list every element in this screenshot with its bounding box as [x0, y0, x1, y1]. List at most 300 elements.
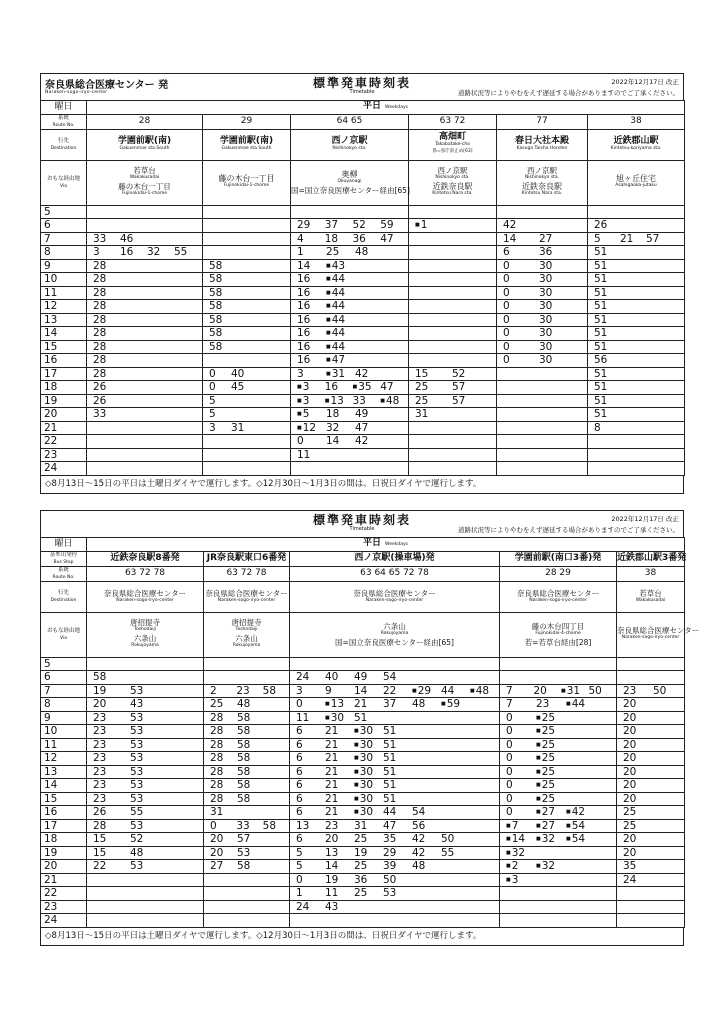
hour-row — [41, 394, 685, 408]
minutes-cell — [291, 205, 409, 219]
hour-cell: 8 — [41, 698, 87, 712]
departure-minute: 13 — [296, 819, 310, 832]
destination-cell — [87, 581, 204, 612]
departure-minute: 51 — [383, 738, 397, 751]
bus-stop-label-cell — [41, 551, 87, 566]
minutes-list — [497, 354, 587, 366]
departure-minute — [326, 300, 355, 312]
minute-value: 54 — [571, 833, 586, 846]
minutes-cell — [290, 698, 500, 712]
minutes-cell — [87, 205, 203, 219]
minutes-list — [497, 233, 587, 245]
minutes-cell — [290, 779, 500, 793]
minutes-cell — [203, 448, 291, 462]
minutes-cell — [291, 421, 409, 435]
route-mark-icon: ■ — [326, 276, 331, 283]
minutes-cell — [588, 273, 685, 287]
minute-value: 3 — [511, 873, 519, 886]
minutes-cell — [617, 819, 685, 833]
minutes-list — [588, 219, 684, 231]
departure-minute: 53 — [130, 725, 144, 738]
departure-minute: 14 — [325, 860, 339, 873]
minutes-list — [588, 395, 684, 407]
via-cell — [409, 160, 497, 205]
minutes-cell — [588, 421, 685, 435]
minutes-list — [588, 341, 684, 353]
departure-minute: 18 — [326, 408, 340, 421]
hour-row — [41, 806, 685, 820]
minutes-cell — [291, 340, 409, 354]
minutes-list — [203, 381, 290, 393]
minutes-list — [87, 739, 203, 751]
minutes-cell — [204, 779, 290, 793]
day-value-roman: Weekdays — [385, 105, 408, 111]
minutes-cell — [409, 286, 497, 300]
minute-value: 27 — [541, 806, 556, 819]
departure-minute — [536, 833, 566, 845]
departure-minute: 54 — [412, 806, 426, 819]
minutes-cell — [617, 698, 685, 712]
destination-label-roman: Destination — [50, 145, 77, 151]
via-line: Nishinokyo sta. — [524, 174, 560, 180]
minutes-cell — [497, 219, 588, 233]
departure-minute: 58 — [209, 313, 223, 326]
minutes-cell — [290, 738, 500, 752]
minutes-cell — [291, 313, 409, 327]
minutes-list — [87, 671, 203, 683]
minutes-list — [617, 712, 684, 724]
minutes-list — [87, 260, 202, 272]
destination-label: 行先 — [57, 137, 69, 144]
departure-minute: 42 — [503, 219, 517, 232]
departure-minute: 14 — [326, 435, 340, 448]
hour-row — [41, 657, 685, 671]
destination-roman: Kintetsu-koriyama sta. — [610, 145, 662, 151]
minutes-list — [204, 739, 289, 751]
minutes-cell — [409, 327, 497, 341]
timetable-table — [40, 100, 685, 476]
departure-minute: 39 — [383, 860, 397, 873]
departure-minute: 6 — [296, 725, 303, 738]
route-mark-icon: ■ — [354, 795, 359, 802]
minutes-cell — [203, 300, 291, 314]
minutes-list — [291, 314, 408, 326]
minutes-list — [291, 287, 408, 299]
minutes-list — [290, 766, 499, 778]
revision-date: 2022年12月17日 改正 — [611, 78, 679, 86]
departure-minute: 55 — [174, 246, 188, 259]
departure-minute: 58 — [237, 752, 251, 765]
departure-minute — [325, 698, 354, 710]
minutes-cell — [588, 286, 685, 300]
minutes-cell — [497, 462, 588, 476]
minutes-list — [204, 793, 289, 805]
bus-stop-label: 基準出発停 — [49, 551, 78, 558]
departure-minute: 50 — [383, 873, 397, 886]
departure-minute: 31 — [354, 819, 368, 832]
departure-minute: 28 — [210, 725, 224, 738]
departure-minute — [470, 685, 499, 697]
departure-minute — [297, 395, 325, 407]
departure-minute: 32 — [147, 246, 161, 259]
minute-value: 44 — [331, 273, 346, 286]
minutes-cell — [588, 327, 685, 341]
departure-minute: 21 — [620, 232, 634, 245]
minutes-cell — [203, 408, 291, 422]
departure-minute: 56 — [594, 354, 608, 367]
departure-minute: 55 — [441, 846, 455, 859]
minute-value: 30 — [359, 779, 374, 792]
minute-value: 3 — [302, 381, 310, 394]
departure-minute — [326, 273, 355, 285]
departure-minute: 52 — [352, 219, 366, 232]
departure-minute — [325, 712, 354, 724]
minutes-list — [203, 273, 290, 285]
departure-minute — [326, 287, 355, 299]
minutes-cell — [500, 792, 617, 806]
minute-value: 44 — [571, 698, 586, 711]
minutes-list — [291, 422, 408, 434]
minutes-list — [291, 435, 408, 447]
minutes-cell — [291, 394, 409, 408]
via-line: Kintetsu Nara sta. — [521, 190, 563, 196]
minutes-cell — [291, 435, 409, 449]
departure-minute: 58 — [237, 711, 251, 724]
route-number: 38 — [644, 568, 657, 578]
route-number: 77 — [536, 116, 548, 126]
minutes-cell — [588, 354, 685, 368]
route-label-roman: Route No. — [52, 122, 75, 128]
destination-roman: Nishinokyo sta. — [332, 145, 367, 151]
departure-minute: 21 — [325, 806, 339, 819]
minutes-list — [588, 246, 684, 258]
minute-value: 30 — [359, 765, 374, 778]
minutes-cell — [204, 671, 290, 685]
minutes-cell — [290, 765, 500, 779]
departure-minute: 47 — [380, 381, 394, 394]
departure-minute: 30 — [539, 286, 553, 299]
hour-cell: 15 — [41, 792, 87, 806]
minutes-list — [500, 793, 616, 805]
hour-cell: 11 — [41, 738, 87, 752]
minutes-list — [87, 806, 203, 818]
minutes-cell — [87, 819, 204, 833]
minute-value: 2 — [511, 860, 519, 873]
departure-minute: 58 — [237, 860, 251, 873]
hour-cell: 18 — [41, 833, 87, 847]
minute-value: 5 — [302, 408, 310, 421]
minutes-cell — [290, 860, 500, 874]
minutes-cell — [204, 711, 290, 725]
hour-row — [41, 286, 685, 300]
minutes-cell — [500, 657, 617, 671]
departure-minute: 51 — [594, 259, 608, 272]
minute-value: 30 — [359, 738, 374, 751]
minutes-cell — [203, 435, 291, 449]
destination-name: 若草台 — [639, 588, 662, 598]
hour-row — [41, 765, 685, 779]
departure-minute: 16 — [297, 340, 311, 353]
minutes-list — [291, 354, 408, 366]
departure-minute: 25 — [210, 698, 224, 711]
minute-value: 14 — [511, 833, 526, 846]
departure-minute: 53 — [237, 846, 251, 859]
route-mark-icon: ■ — [326, 370, 331, 377]
departure-minute: 20 — [210, 833, 224, 846]
destination-roman: Naraken-sogo-iryo-center — [217, 597, 276, 603]
departure-minute: 51 — [383, 752, 397, 765]
minutes-cell — [290, 792, 500, 806]
minute-value: 59 — [446, 698, 461, 711]
minutes-cell — [409, 232, 497, 246]
minutes-list — [87, 408, 202, 420]
minutes-cell — [203, 232, 291, 246]
route-number: 29 — [240, 116, 253, 126]
hour-row — [41, 698, 685, 712]
via-cell — [203, 160, 291, 205]
minutes-list — [87, 860, 203, 872]
departure-minute: 23 — [93, 725, 107, 738]
via-line: 若=若草台経由[28] — [524, 638, 592, 647]
departure-minute: 53 — [130, 792, 144, 805]
departure-minute: 20 — [623, 765, 637, 778]
departure-minute: 47 — [355, 421, 369, 434]
minutes-list — [588, 327, 684, 339]
minutes-cell — [203, 381, 291, 395]
minutes-list — [409, 395, 496, 407]
route-mark-icon: ■ — [354, 782, 359, 789]
minutes-cell — [291, 354, 409, 368]
minutes-cell — [87, 671, 204, 685]
route-mark-icon: ■ — [326, 316, 331, 323]
via-line: 国=国立奈良医療センター経由[65] — [291, 186, 410, 195]
departure-minute: 6 — [296, 806, 303, 819]
departure-minute: 11 — [297, 448, 311, 461]
minutes-cell — [290, 806, 500, 820]
hour-row — [41, 327, 685, 341]
minutes-list — [500, 874, 616, 886]
departure-minute: 25 — [623, 819, 637, 832]
departure-minute: 28 — [93, 273, 107, 286]
minutes-cell — [617, 765, 685, 779]
departure-minute: 56 — [412, 819, 426, 832]
minutes-cell — [409, 354, 497, 368]
departure-minute: 20 — [623, 846, 637, 859]
via-line: 近鉄奈良駅 — [522, 181, 562, 191]
minutes-cell — [409, 340, 497, 354]
route-number: 63 64 65 72 78 — [360, 568, 429, 578]
minutes-cell — [291, 246, 409, 260]
minute-value: 32 — [541, 860, 556, 873]
minutes-list — [617, 685, 684, 697]
hour-row — [41, 246, 685, 260]
departure-minute: 25 — [623, 806, 637, 819]
hour-cell: 9 — [41, 259, 87, 273]
minutes-list — [500, 833, 616, 845]
departure-minute: 49 — [354, 671, 368, 684]
hour-row — [41, 846, 685, 860]
minutes-cell — [87, 711, 204, 725]
destination-name: 学園前駅(南) — [117, 135, 172, 146]
minutes-cell — [204, 900, 290, 914]
route-mark-icon: ■ — [470, 687, 475, 694]
departure-minute — [354, 752, 383, 764]
minutes-cell — [87, 448, 203, 462]
departure-minute: 0 — [503, 327, 510, 340]
departure-minute: 43 — [130, 698, 144, 711]
route-row — [41, 114, 685, 129]
departure-minute: 20 — [623, 792, 637, 805]
minutes-cell — [617, 792, 685, 806]
minutes-list — [497, 246, 587, 258]
departure-minute: 48 — [130, 846, 144, 859]
minutes-cell — [204, 725, 290, 739]
departure-minute: 45 — [231, 381, 245, 394]
minutes-cell — [409, 246, 497, 260]
via-line: Toshodaiji — [235, 626, 258, 632]
day-value-cell — [87, 538, 685, 552]
minutes-cell — [87, 792, 204, 806]
departure-minute: 50 — [588, 684, 602, 697]
minutes-cell — [290, 873, 500, 887]
minutes-list — [588, 354, 684, 366]
via-line: Wakakusadai — [129, 174, 160, 180]
minutes-cell — [588, 246, 685, 260]
minutes-cell — [87, 327, 203, 341]
route-mark-icon: ■ — [536, 836, 541, 843]
via-cell — [291, 160, 409, 205]
bus-stop-label-roman: Bus Stop — [53, 559, 74, 565]
minute-value: 13 — [330, 698, 345, 711]
minutes-list — [290, 847, 499, 859]
minutes-cell — [617, 887, 685, 901]
minutes-list — [500, 712, 616, 724]
minutes-cell — [204, 819, 290, 833]
minutes-list — [291, 300, 408, 312]
departure-minute: 16 — [297, 286, 311, 299]
route-mark-icon: ■ — [354, 809, 359, 816]
minutes-list — [290, 820, 499, 832]
hour-row — [41, 725, 685, 739]
minutes-cell — [87, 367, 203, 381]
departure-minute: 51 — [594, 381, 608, 394]
departure-minute: 51 — [383, 779, 397, 792]
departure-minute: 14 — [354, 684, 368, 697]
minute-value: 42 — [571, 806, 586, 819]
departure-minute — [536, 739, 566, 751]
departure-minute: 42 — [412, 846, 426, 859]
destination-name: 学園前駅(南) — [219, 135, 274, 146]
minutes-cell — [203, 462, 291, 476]
via-line: Fujinokidai-4-chome — [535, 631, 581, 636]
minute-value: 30 — [359, 806, 374, 819]
departure-minute: 3 — [296, 684, 303, 697]
minutes-list — [588, 273, 684, 285]
minutes-cell — [87, 300, 203, 314]
minutes-cell — [409, 462, 497, 476]
departure-minute: 36 — [352, 232, 366, 245]
hour-row — [41, 792, 685, 806]
minutes-cell — [87, 752, 204, 766]
hour-cell: 6 — [41, 671, 87, 685]
minutes-list — [204, 752, 289, 764]
minutes-list — [291, 341, 408, 353]
day-value: 平日 — [363, 538, 382, 549]
via-line: Naraken-sogo-iryo-center — [621, 634, 680, 640]
route-row — [41, 566, 685, 581]
hour-cell: 9 — [41, 711, 87, 725]
minutes-list — [617, 806, 684, 818]
departure-minute: 58 — [237, 765, 251, 778]
minutes-list — [409, 219, 496, 231]
minutes-list — [500, 820, 616, 832]
departure-minute: 25 — [326, 246, 340, 259]
route-mark-icon: ■ — [536, 755, 541, 762]
minute-value: 7 — [511, 819, 519, 832]
hour-cell: 6 — [41, 219, 87, 233]
minutes-list — [588, 287, 684, 299]
minutes-cell — [203, 367, 291, 381]
departure-minute: 5 — [296, 846, 303, 859]
minutes-cell — [87, 394, 203, 408]
departure-minute: 42 — [355, 367, 369, 380]
minutes-cell — [87, 421, 203, 435]
hour-row — [41, 313, 685, 327]
route-mark-icon: ■ — [506, 849, 511, 856]
destination-name: 奈良県総合医療センター — [205, 588, 288, 598]
minutes-cell — [617, 752, 685, 766]
departure-minute: 23 — [325, 819, 339, 832]
departure-minute: 51 — [354, 711, 368, 724]
departure-minute: 44 — [441, 684, 455, 697]
destination-name: 奈良県総合医療センター — [353, 588, 436, 598]
hour-cell: 22 — [41, 887, 87, 901]
day-value-cell — [87, 101, 685, 115]
minutes-cell — [617, 860, 685, 874]
minutes-cell — [203, 340, 291, 354]
minutes-cell — [204, 806, 290, 820]
hour-cell: 10 — [41, 273, 87, 287]
departure-minute: 51 — [594, 300, 608, 313]
minutes-list — [291, 449, 408, 461]
minutes-cell — [409, 273, 497, 287]
departure-minute: 48 — [412, 860, 426, 873]
route-mark-icon: ■ — [352, 384, 358, 391]
minutes-cell — [500, 698, 617, 712]
departure-minute: 28 — [93, 313, 107, 326]
minutes-list — [204, 847, 289, 859]
departure-minute: 37 — [324, 219, 339, 232]
via-line: Toshodaiji — [133, 626, 157, 632]
minutes-list — [203, 368, 290, 380]
minute-value: 13 — [330, 394, 344, 407]
departure-minute: 53 — [130, 819, 144, 832]
minutes-list — [497, 300, 587, 312]
minutes-list — [291, 233, 408, 245]
minutes-list — [204, 685, 289, 697]
route-mark-icon: ■ — [536, 741, 541, 748]
route-mark-icon: ■ — [354, 741, 359, 748]
departure-minute: 6 — [503, 246, 510, 259]
minutes-cell — [497, 205, 588, 219]
minutes-cell — [87, 765, 204, 779]
minute-value: 30 — [359, 752, 374, 765]
delay-notice: 道路状況等によりやむをえず遅延する場合がありますのでご了承ください。 — [458, 89, 679, 97]
departure-minute — [506, 820, 536, 832]
via-cell — [290, 612, 500, 657]
minutes-cell — [500, 806, 617, 820]
route-mark-icon: ■ — [506, 836, 511, 843]
